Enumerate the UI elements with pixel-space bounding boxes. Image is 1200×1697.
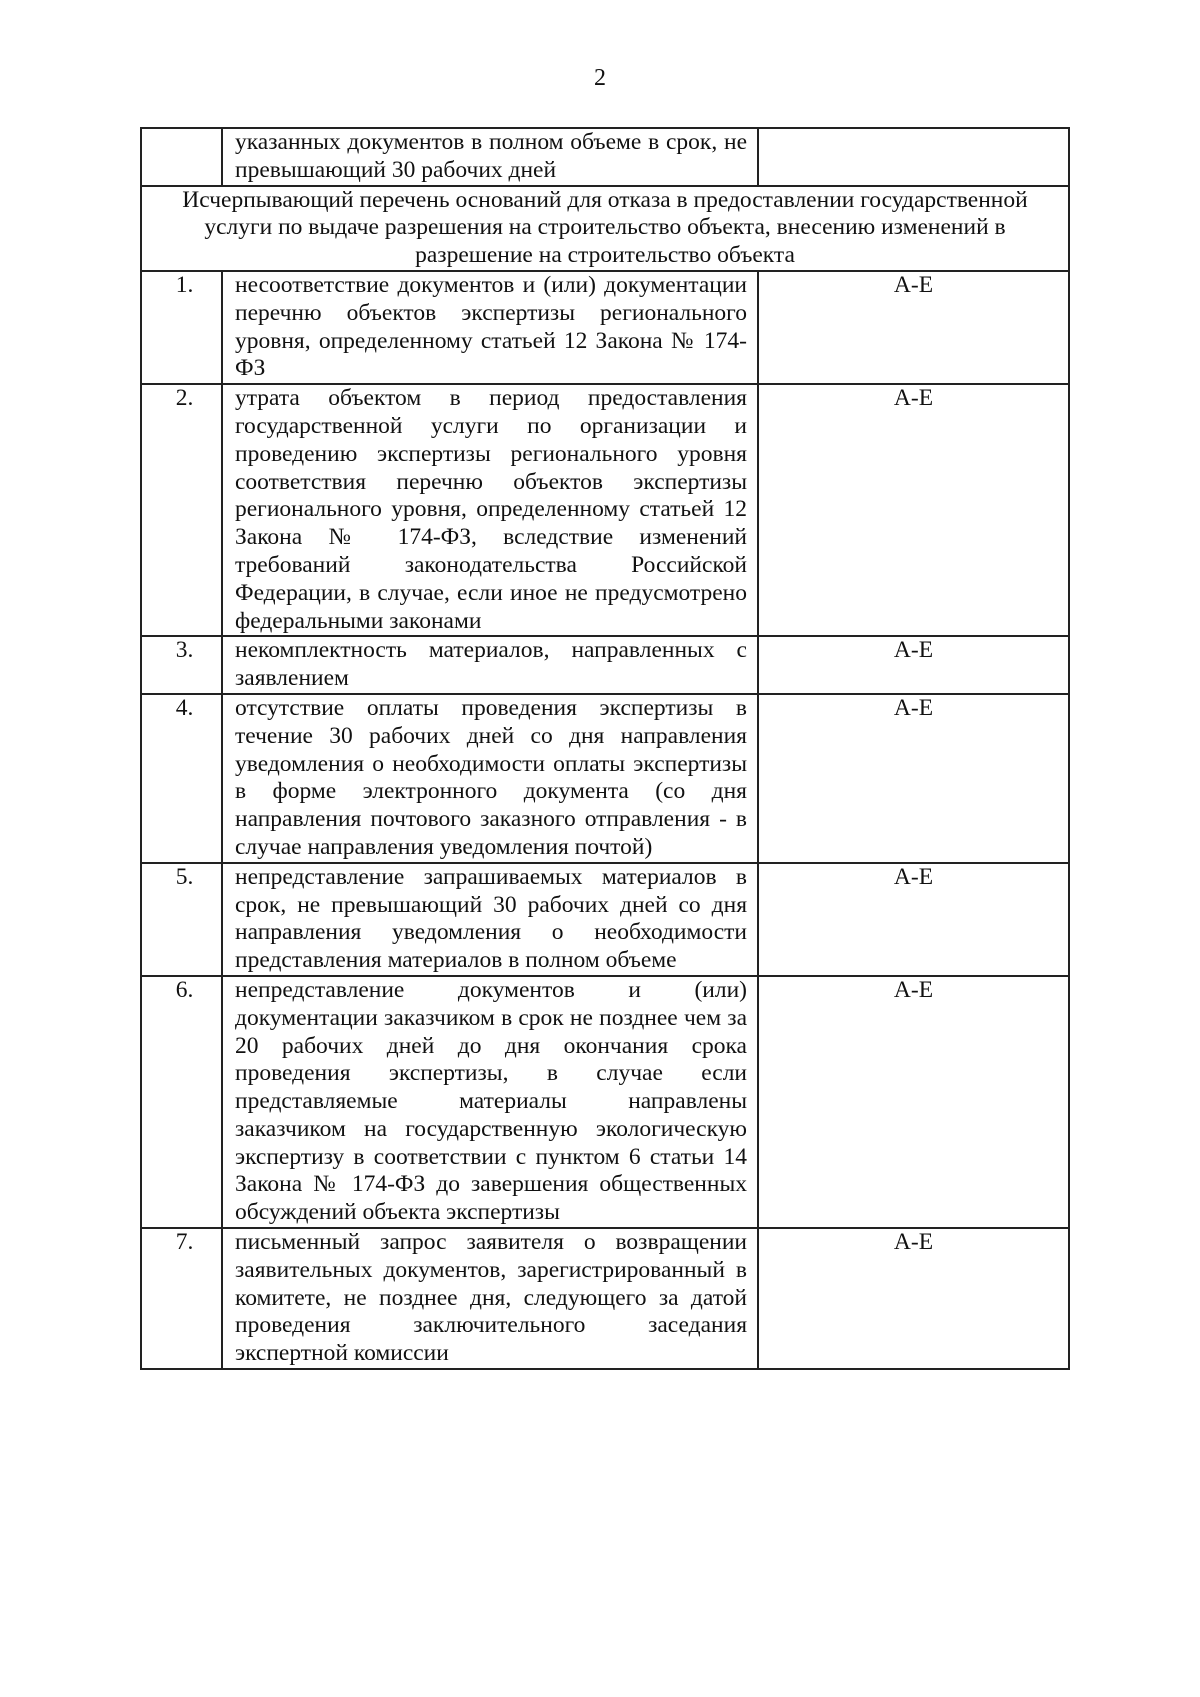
grounds-table (140, 127, 1070, 1370)
table-row (141, 863, 1069, 976)
section-heading-row (141, 186, 1069, 271)
row-code: А-Е (758, 694, 1069, 863)
row-code (758, 128, 1069, 186)
table-row (141, 976, 1069, 1228)
row-code: А-Е (758, 1228, 1069, 1369)
page-number: 2 (594, 65, 606, 91)
row-text: несоответствие документов и (или) документации перечню объектов экспертизы регионального уровня, определенному статьей 12 Закона № 174-ФЗ (222, 271, 758, 384)
row-number: 2. (141, 384, 222, 636)
row-number: 1. (141, 271, 222, 384)
row-number: 5. (141, 863, 222, 976)
row-number (141, 128, 222, 186)
table-row (141, 1228, 1069, 1369)
row-text: отсутствие оплаты проведения экспертизы в течение 30 рабочих дней со дня направления уведомления о необходимости оплаты экспертизы в форме электронного документа (со дня направления почтового заказного отправления - в случае направления уведомления почтой) (222, 694, 758, 863)
section-heading: Исчерпывающий перечень оснований для отказа в предоставлении государственной услуги по выдаче разрешения на строительство объекта, внесению изменений в разрешение на строительство объекта (141, 186, 1069, 271)
row-number: 4. (141, 694, 222, 863)
row-number: 7. (141, 1228, 222, 1369)
row-number: 6. (141, 976, 222, 1228)
table-row (141, 271, 1069, 384)
row-number: 3. (141, 636, 222, 694)
row-code: А-Е (758, 384, 1069, 636)
table-row (141, 636, 1069, 694)
row-code: А-Е (758, 271, 1069, 384)
row-code: А-Е (758, 863, 1069, 976)
row-text: указанных документов в полном объеме в срок, не превышающий 30 рабочих дней (222, 128, 758, 186)
row-text: письменный запрос заявителя о возвращении заявительных документов, зарегистрированный в комитете, не позднее дня, следующего за датой проведения заключительного заседания экспертной комиссии (222, 1228, 758, 1369)
row-text: утрата объектом в период предоставления государственной услуги по организации и проведению экспертизы регионального уровня соответствия перечню объектов экспертизы регионального уровня, определенному статьей 12 Закона № 174-ФЗ, вследствие изменений требований законодательства Российской Федерации, в случае, если иное не предусмотрено федеральными законами (222, 384, 758, 636)
table-row (141, 384, 1069, 636)
row-text: непредставление запрашиваемых материалов в срок, не превышающий 30 рабочих дней со дня направления уведомления о необходимости представления материалов в полном объеме (222, 863, 758, 976)
table-row-continuation (141, 128, 1069, 186)
row-code: А-Е (758, 636, 1069, 694)
table-row (141, 694, 1069, 863)
row-text: непредставление документов и (или) документации заказчиком в срок не позднее чем за 20 рабочих дней до дня окончания срока проведения экспертизы, в случае если представляемые материалы направлены заказчиком на государственную экологическую экспертизу в соответствии с пунктом 6 статьи 14 Закона № 174-ФЗ до завершения общественных обсуждений объекта экспертизы (222, 976, 758, 1228)
row-text: некомплектность материалов, направленных с заявлением (222, 636, 758, 694)
row-code: А-Е (758, 976, 1069, 1228)
